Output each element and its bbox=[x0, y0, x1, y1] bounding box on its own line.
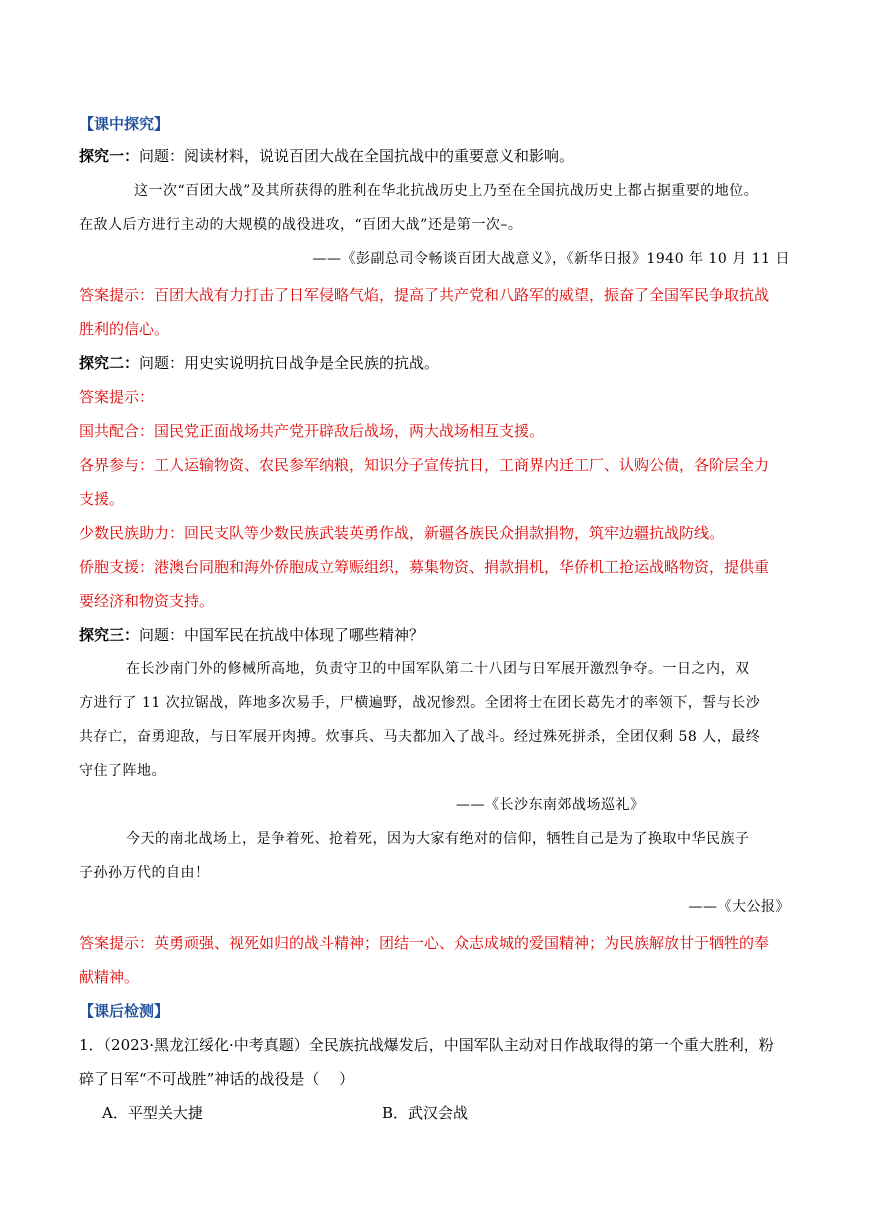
section-header-after-class: 【课后检测】 bbox=[79, 1002, 170, 1020]
inquiry-2-label: 探究二： bbox=[79, 354, 140, 372]
inquiry-1-label: 探究一： bbox=[79, 147, 140, 165]
inquiry-1 bbox=[79, 145, 574, 167]
section-header-in-class: 【课中探究】 bbox=[79, 115, 170, 133]
answer-hint: 答案提示：百团大战有力打击了日军侵略气焰，提高了共产党和八路军的威望，振奋了全国军民争取抗战 bbox=[79, 286, 770, 304]
answer-hint: 侨胞支援：港澳台同胞和海外侨胞成立筹赈组织，募集物资、捐款捐机，华侨机工抢运战略物资，提供重 bbox=[79, 558, 770, 576]
question-1-text: 碎了日军“不可战胜”神话的战役是（ ） bbox=[79, 1070, 355, 1088]
material-text: 共存亡，奋勇迎敌，与日军展开肉搏。炊事兵、马夫都加入了战斗。经过殊死拼杀，全团仅剩 58 人，最终 bbox=[79, 729, 761, 745]
inquiry-3-question: 问题：中国军民在抗战中体现了哪些精神？ bbox=[139, 626, 425, 644]
option-a: A．平型关大捷 bbox=[102, 1104, 203, 1122]
inquiry-2-question: 问题：用史实说明抗日战争是全民族的抗战。 bbox=[139, 354, 440, 372]
material-source: ——《彭副总司令畅谈百团大战意义》，《新华日报》1940 年 10 月 11 日 bbox=[312, 251, 790, 267]
material-text: 方进行了 11 次拉锯战，阵地多次易手，尸横遍野，战况惨烈。全团将士在团长葛先才的率领下，誓与长沙 bbox=[79, 695, 761, 711]
material-text: 守住了阵地。 bbox=[79, 763, 166, 779]
question-1-text: 1．（2023·黑龙江绥化·中考真题）全民族抗战爆发后，中国军队主动对日作战取得的第一个重大胜利，粉 bbox=[79, 1036, 774, 1054]
answer-hint: 胜利的信心。 bbox=[79, 320, 170, 338]
answer-hint: 答案提示：英勇顽强、视死如归的战斗精神；团结一心、众志成城的爱国精神；为民族解放甘于牺牲的奉 bbox=[79, 934, 770, 952]
inquiry-2 bbox=[79, 352, 439, 374]
material-text: 在敌人后方进行主动的大规模的战役进攻，“百团大战”还是第一次–。 bbox=[79, 217, 523, 233]
material-source: ——《大公报》 bbox=[688, 899, 790, 915]
inquiry-3-label: 探究三： bbox=[79, 626, 140, 644]
material-text: 今天的南北战场上，是争着死、抢着死，因为大家有绝对的信仰，牺牲自己是为了换取中华民族子 bbox=[126, 831, 750, 847]
answer-hint: 要经济和物资支持。 bbox=[79, 592, 215, 610]
answer-hint: 答案提示： bbox=[79, 388, 155, 406]
option-b: B．武汉会战 bbox=[382, 1104, 469, 1122]
answer-hint: 各界参与：工人运输物资、农民参军纳粮，知识分子宣传抗日，工商界内迁工厂、认购公债，各阶层全力 bbox=[79, 456, 770, 474]
material-source: ——《长沙东南郊战场巡礼》 bbox=[456, 797, 645, 813]
answer-hint: 支援。 bbox=[79, 490, 125, 508]
material-text: 子孙孙万代的自由！ bbox=[79, 865, 210, 881]
answer-hint: 少数民族助力：回民支队等少数民族武装英勇作战，新疆各族民众捐款捐物，筑牢边疆抗战防线。 bbox=[79, 524, 725, 542]
answer-hint: 国共配合：国民党正面战场共产党开辟敌后战场，两大战场相互支援。 bbox=[79, 422, 545, 440]
answer-hint: 献精神。 bbox=[79, 968, 140, 986]
inquiry-3 bbox=[79, 624, 424, 646]
material-text: 在长沙南门外的修械所高地，负责守卫的中国军队第二十八团与日军展开激烈争夺。一日之内，双 bbox=[126, 661, 750, 677]
inquiry-1-question: 问题：阅读材料，说说百团大战在全国抗战中的重要意义和影响。 bbox=[139, 147, 575, 165]
material-text: 这一次“百团大战”及其所获得的胜利在华北抗战历史上乃至在全国抗战历史上都占据重要的地位。 bbox=[134, 183, 759, 199]
